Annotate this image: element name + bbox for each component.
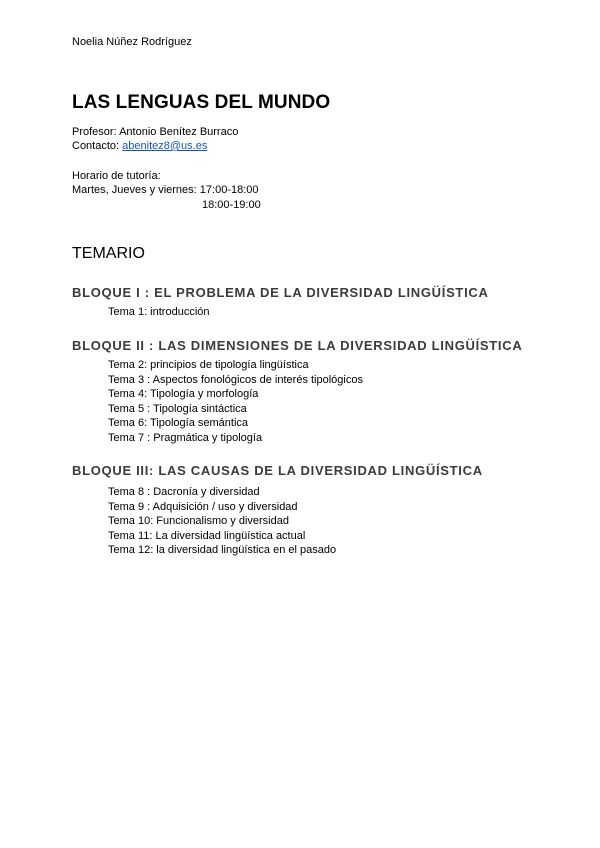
- horario-slot-2: 18:00-19:00: [202, 199, 261, 211]
- document-title: LAS LENGUAS DEL MUNDO: [72, 92, 331, 113]
- list-item: Tema 7 : Pragmática y tipología: [108, 431, 263, 444]
- profesor-label: Profesor:: [72, 126, 117, 138]
- temario-heading: TEMARIO: [72, 245, 145, 262]
- horario-line-1: [72, 184, 259, 196]
- horario-label: Horario de tutoría:: [72, 170, 161, 182]
- horario-slot-1: 17:00-18:00: [199, 184, 259, 196]
- bloque-3-title: BLOQUE III: LAS CAUSAS DE LA DIVERSIDAD LINGÜÍSTICA: [72, 463, 483, 478]
- profesor-line: [72, 126, 238, 138]
- list-item: Tema 11: La diversidad lingüística actual: [108, 529, 306, 542]
- contacto-label: Contacto:: [72, 140, 120, 152]
- bloque-2-title: BLOQUE II : LAS DIMENSIONES DE LA DIVERSIDAD LINGÜÍSTICA: [72, 338, 523, 353]
- list-item: Tema 2: principios de tipología lingüística: [108, 359, 309, 371]
- list-item: Tema 12: la diversidad lingüística en el pasado: [108, 544, 337, 557]
- contacto-line: [72, 140, 207, 152]
- profesor-name: Antonio Benítez Burraco: [119, 126, 239, 138]
- list-item: Tema 6: Tipología semántica: [108, 417, 249, 430]
- author-name: Noelia Núñez Rodríguez: [72, 36, 192, 48]
- email-link[interactable]: abenitez8@us.es: [122, 140, 208, 152]
- list-item: Tema 9 : Adquisición / uso y diversidad: [108, 500, 298, 513]
- list-item: Tema 5 : Tipología sintáctica: [108, 402, 247, 415]
- bloque-1-list: [108, 305, 210, 320]
- list-item: Tema 10: Funcionalismo y diversidad: [108, 515, 289, 528]
- list-item: Tema 4: Tipología y morfología: [108, 388, 259, 401]
- list-item: Tema 8 : Dacronía y diversidad: [108, 486, 260, 498]
- bloque-1-title: BLOQUE I : EL PROBLEMA DE LA DIVERSIDAD LINGÜÍSTICA: [72, 285, 489, 300]
- horario-days: Martes, Jueves y viernes:: [72, 184, 197, 196]
- list-item: Tema 1: introducción: [108, 306, 210, 318]
- bloque-2-list: [108, 358, 363, 446]
- list-item: Tema 3 : Aspectos fonológicos de interés tipológicos: [108, 373, 363, 386]
- bloque-3-list: [108, 485, 336, 558]
